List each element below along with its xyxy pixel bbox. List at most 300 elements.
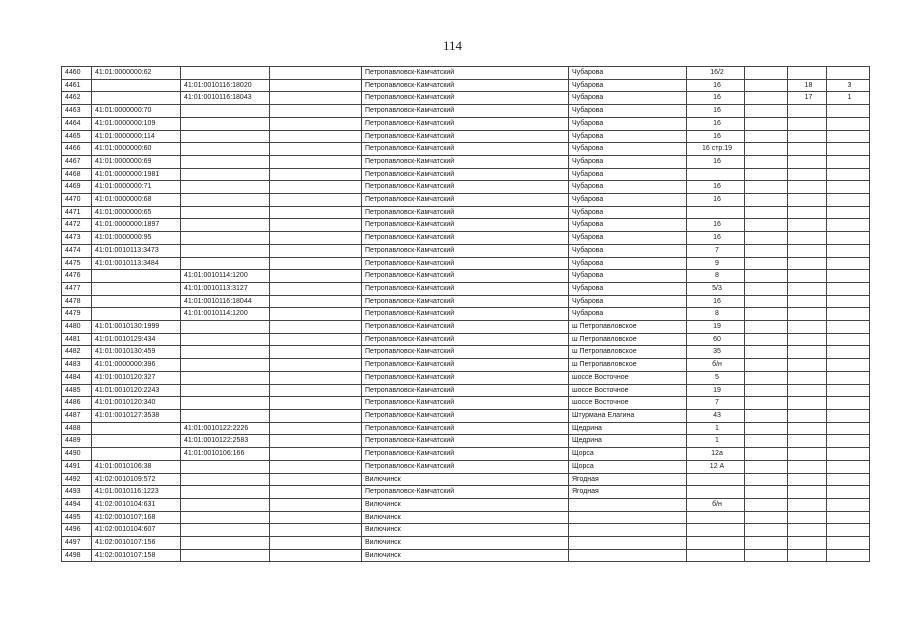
house-number-cell: б/н bbox=[687, 498, 745, 511]
cadastral-number-alt-cell: 41:01:0010114:1200 bbox=[181, 308, 270, 321]
table-row bbox=[62, 181, 870, 194]
value-cell bbox=[788, 219, 827, 232]
house-number-cell: б/н bbox=[687, 359, 745, 372]
empty-cell bbox=[745, 422, 788, 435]
house-number-cell: 16 bbox=[687, 79, 745, 92]
street-cell: Чубарова bbox=[569, 105, 687, 118]
house-number-cell bbox=[687, 486, 745, 499]
street-cell: Чубарова bbox=[569, 194, 687, 207]
street-cell: ш Петропавловское bbox=[569, 321, 687, 334]
row-number: 4475 bbox=[62, 257, 92, 270]
table-row bbox=[62, 143, 870, 156]
value-cell bbox=[827, 181, 870, 194]
street-cell: Чубарова bbox=[569, 155, 687, 168]
city-cell: Петропавловск-Камчатский bbox=[362, 486, 569, 499]
house-number-cell: 16 bbox=[687, 232, 745, 245]
cadastral-number-cell: 41:01:0010113:3473 bbox=[92, 244, 181, 257]
value-cell bbox=[788, 308, 827, 321]
empty-cell bbox=[270, 117, 362, 130]
row-number: 4476 bbox=[62, 270, 92, 283]
row-number: 4468 bbox=[62, 168, 92, 181]
table-row bbox=[62, 92, 870, 105]
row-number: 4479 bbox=[62, 308, 92, 321]
cadastral-number-cell: 41:01:0000000:60 bbox=[92, 143, 181, 156]
street-cell: Чубарова bbox=[569, 244, 687, 257]
row-number: 4489 bbox=[62, 435, 92, 448]
city-cell: Петропавловск-Камчатский bbox=[362, 359, 569, 372]
city-cell: Петропавловск-Камчатский bbox=[362, 194, 569, 207]
house-number-cell: 16 bbox=[687, 295, 745, 308]
cadastral-number-cell bbox=[92, 270, 181, 283]
street-cell: Чубарова bbox=[569, 67, 687, 80]
street-cell: ш Петропавловское bbox=[569, 333, 687, 346]
value-cell bbox=[788, 295, 827, 308]
value-cell bbox=[827, 498, 870, 511]
value-cell bbox=[788, 549, 827, 562]
street-cell: Чубарова bbox=[569, 232, 687, 245]
empty-cell bbox=[745, 486, 788, 499]
house-number-cell: 16 bbox=[687, 105, 745, 118]
house-number-cell: 12 А bbox=[687, 460, 745, 473]
value-cell bbox=[827, 168, 870, 181]
house-number-cell bbox=[687, 473, 745, 486]
house-number-cell: 8 bbox=[687, 308, 745, 321]
street-cell: Щорса bbox=[569, 448, 687, 461]
empty-cell bbox=[745, 409, 788, 422]
cadastral-number-cell: 41:01:0000000:109 bbox=[92, 117, 181, 130]
empty-cell bbox=[270, 270, 362, 283]
empty-cell bbox=[745, 79, 788, 92]
value-cell bbox=[788, 409, 827, 422]
house-number-cell: 60 bbox=[687, 333, 745, 346]
empty-cell bbox=[270, 232, 362, 245]
cadastral-number-alt-cell bbox=[181, 67, 270, 80]
cadastral-number-cell: 41:01:0010116:1223 bbox=[92, 486, 181, 499]
value-cell bbox=[788, 244, 827, 257]
row-number: 4492 bbox=[62, 473, 92, 486]
cadastral-number-alt-cell bbox=[181, 511, 270, 524]
row-number: 4498 bbox=[62, 549, 92, 562]
value-cell bbox=[827, 359, 870, 372]
cadastral-number-cell bbox=[92, 79, 181, 92]
street-cell: шоссе Восточное bbox=[569, 397, 687, 410]
row-number: 4466 bbox=[62, 143, 92, 156]
city-cell: Петропавловск-Камчатский bbox=[362, 181, 569, 194]
row-number: 4471 bbox=[62, 206, 92, 219]
cadastral-number-alt-cell bbox=[181, 105, 270, 118]
value-cell bbox=[827, 321, 870, 334]
empty-cell bbox=[745, 155, 788, 168]
cadastral-number-alt-cell bbox=[181, 498, 270, 511]
value-cell bbox=[788, 168, 827, 181]
row-number: 4493 bbox=[62, 486, 92, 499]
house-number-cell: 16 стр.19 bbox=[687, 143, 745, 156]
house-number-cell: 8 bbox=[687, 270, 745, 283]
value-cell bbox=[788, 321, 827, 334]
cadastral-number-alt-cell bbox=[181, 155, 270, 168]
table-row bbox=[62, 473, 870, 486]
empty-cell bbox=[270, 409, 362, 422]
empty-cell bbox=[270, 92, 362, 105]
value-cell bbox=[827, 409, 870, 422]
empty-cell bbox=[270, 486, 362, 499]
value-cell bbox=[788, 130, 827, 143]
house-number-cell: 16 bbox=[687, 155, 745, 168]
empty-cell bbox=[745, 333, 788, 346]
empty-cell bbox=[270, 371, 362, 384]
value-cell bbox=[827, 295, 870, 308]
value-cell bbox=[788, 397, 827, 410]
cadastral-number-alt-cell bbox=[181, 473, 270, 486]
row-number: 4465 bbox=[62, 130, 92, 143]
city-cell: Петропавловск-Камчатский bbox=[362, 244, 569, 257]
city-cell: Петропавловск-Камчатский bbox=[362, 117, 569, 130]
city-cell: Петропавловск-Камчатский bbox=[362, 219, 569, 232]
cadastral-number-cell: 41:01:0010106:38 bbox=[92, 460, 181, 473]
value-cell bbox=[827, 397, 870, 410]
value-cell bbox=[827, 524, 870, 537]
city-cell: Вилючинск bbox=[362, 549, 569, 562]
value-cell bbox=[788, 257, 827, 270]
cadastral-number-alt-cell bbox=[181, 537, 270, 550]
empty-cell bbox=[270, 168, 362, 181]
empty-cell bbox=[270, 321, 362, 334]
cadastral-number-alt-cell: 41:01:0010116:18020 bbox=[181, 79, 270, 92]
empty-cell bbox=[270, 79, 362, 92]
empty-cell bbox=[745, 181, 788, 194]
empty-cell bbox=[270, 422, 362, 435]
empty-cell bbox=[745, 549, 788, 562]
value-cell bbox=[827, 219, 870, 232]
cadastral-number-cell: 41:01:0010120:2243 bbox=[92, 384, 181, 397]
value-cell bbox=[788, 181, 827, 194]
empty-cell bbox=[270, 282, 362, 295]
city-cell: Петропавловск-Камчатский bbox=[362, 155, 569, 168]
house-number-cell: 16 bbox=[687, 194, 745, 207]
cadastral-number-alt-cell bbox=[181, 130, 270, 143]
value-cell bbox=[788, 460, 827, 473]
value-cell: 18 bbox=[788, 79, 827, 92]
table-row bbox=[62, 448, 870, 461]
street-cell: Чубарова bbox=[569, 130, 687, 143]
cadastral-number-cell: 41:02:0010107:156 bbox=[92, 537, 181, 550]
empty-cell bbox=[270, 448, 362, 461]
table-row bbox=[62, 333, 870, 346]
cadastral-number-alt-cell bbox=[181, 384, 270, 397]
table-row bbox=[62, 537, 870, 550]
row-number: 4462 bbox=[62, 92, 92, 105]
empty-cell bbox=[270, 206, 362, 219]
empty-cell bbox=[745, 295, 788, 308]
empty-cell bbox=[745, 397, 788, 410]
empty-cell bbox=[270, 130, 362, 143]
house-number-cell: 16 bbox=[687, 117, 745, 130]
city-cell: Петропавловск-Камчатский bbox=[362, 460, 569, 473]
street-cell: Чубарова bbox=[569, 308, 687, 321]
empty-cell bbox=[270, 308, 362, 321]
city-cell: Петропавловск-Камчатский bbox=[362, 409, 569, 422]
table-row bbox=[62, 308, 870, 321]
table-row bbox=[62, 219, 870, 232]
street-cell: Щедрина bbox=[569, 422, 687, 435]
value-cell bbox=[788, 117, 827, 130]
value-cell bbox=[788, 232, 827, 245]
house-number-cell: 7 bbox=[687, 244, 745, 257]
empty-cell bbox=[745, 219, 788, 232]
city-cell: Петропавловск-Камчатский bbox=[362, 295, 569, 308]
house-number-cell bbox=[687, 524, 745, 537]
cadastral-number-alt-cell bbox=[181, 168, 270, 181]
empty-cell bbox=[270, 67, 362, 80]
value-cell: 17 bbox=[788, 92, 827, 105]
empty-cell bbox=[270, 537, 362, 550]
empty-cell bbox=[745, 473, 788, 486]
cadastral-number-alt-cell bbox=[181, 346, 270, 359]
cadastral-number-cell: 41:01:0000000:1897 bbox=[92, 219, 181, 232]
table-row bbox=[62, 409, 870, 422]
empty-cell bbox=[745, 206, 788, 219]
city-cell: Петропавловск-Камчатский bbox=[362, 448, 569, 461]
empty-cell bbox=[745, 359, 788, 372]
empty-cell bbox=[270, 155, 362, 168]
street-cell: Ягодная bbox=[569, 486, 687, 499]
value-cell bbox=[827, 67, 870, 80]
value-cell bbox=[788, 333, 827, 346]
empty-cell bbox=[270, 295, 362, 308]
house-number-cell: 35 bbox=[687, 346, 745, 359]
table-row bbox=[62, 384, 870, 397]
cadastral-number-cell bbox=[92, 435, 181, 448]
cadastral-number-alt-cell: 41:01:0010106:166 bbox=[181, 448, 270, 461]
cadastral-number-cell: 41:01:0000000:70 bbox=[92, 105, 181, 118]
empty-cell bbox=[270, 498, 362, 511]
house-number-cell bbox=[687, 537, 745, 550]
cadastral-number-alt-cell bbox=[181, 143, 270, 156]
street-cell: ш Петропавловское bbox=[569, 346, 687, 359]
empty-cell bbox=[270, 244, 362, 257]
cadastral-number-cell: 41:01:0000000:114 bbox=[92, 130, 181, 143]
city-cell: Петропавловск-Камчатский bbox=[362, 371, 569, 384]
city-cell: Петропавловск-Камчатский bbox=[362, 206, 569, 219]
table-row bbox=[62, 460, 870, 473]
value-cell bbox=[788, 448, 827, 461]
table-row bbox=[62, 130, 870, 143]
empty-cell bbox=[745, 130, 788, 143]
row-number: 4474 bbox=[62, 244, 92, 257]
cadastral-number-alt-cell: 41:01:0010114:1200 bbox=[181, 270, 270, 283]
value-cell bbox=[827, 282, 870, 295]
value-cell bbox=[827, 473, 870, 486]
cadastral-number-alt-cell bbox=[181, 232, 270, 245]
cadastral-number-cell: 41:01:0010120:327 bbox=[92, 371, 181, 384]
value-cell bbox=[788, 537, 827, 550]
cadastral-number-alt-cell bbox=[181, 219, 270, 232]
cadastral-number-alt-cell bbox=[181, 397, 270, 410]
row-number: 4496 bbox=[62, 524, 92, 537]
empty-cell bbox=[745, 194, 788, 207]
empty-cell bbox=[745, 498, 788, 511]
table-row bbox=[62, 232, 870, 245]
city-cell: Петропавловск-Камчатский bbox=[362, 168, 569, 181]
cadastral-number-cell: 41:02:0010107:158 bbox=[92, 549, 181, 562]
row-number: 4494 bbox=[62, 498, 92, 511]
city-cell: Петропавловск-Камчатский bbox=[362, 321, 569, 334]
street-cell: Щедрина bbox=[569, 435, 687, 448]
value-cell bbox=[788, 270, 827, 283]
table-row bbox=[62, 435, 870, 448]
cadastral-number-alt-cell bbox=[181, 117, 270, 130]
street-cell bbox=[569, 524, 687, 537]
value-cell bbox=[827, 486, 870, 499]
value-cell bbox=[827, 270, 870, 283]
cadastral-number-alt-cell: 41:01:0010113:3127 bbox=[181, 282, 270, 295]
cadastral-number-alt-cell bbox=[181, 486, 270, 499]
cadastral-number-cell bbox=[92, 295, 181, 308]
value-cell bbox=[827, 257, 870, 270]
cadastral-number-alt-cell bbox=[181, 321, 270, 334]
cadastral-number-cell: 41:01:0000000:69 bbox=[92, 155, 181, 168]
table-row bbox=[62, 511, 870, 524]
house-number-cell bbox=[687, 549, 745, 562]
table-row bbox=[62, 270, 870, 283]
cadastral-number-alt-cell: 41:01:0010122:2226 bbox=[181, 422, 270, 435]
value-cell bbox=[827, 117, 870, 130]
row-number: 4472 bbox=[62, 219, 92, 232]
cadastral-number-cell: 41:01:0000000:396 bbox=[92, 359, 181, 372]
street-cell: Чубарова bbox=[569, 206, 687, 219]
empty-cell bbox=[745, 143, 788, 156]
house-number-cell: 5/3 bbox=[687, 282, 745, 295]
cadastral-number-cell bbox=[92, 92, 181, 105]
cadastral-number-alt-cell bbox=[181, 460, 270, 473]
value-cell bbox=[827, 105, 870, 118]
city-cell: Вилючинск bbox=[362, 537, 569, 550]
house-number-cell bbox=[687, 511, 745, 524]
empty-cell bbox=[745, 537, 788, 550]
street-cell: Штурмана Елагина bbox=[569, 409, 687, 422]
value-cell bbox=[788, 498, 827, 511]
value-cell bbox=[788, 422, 827, 435]
empty-cell bbox=[270, 524, 362, 537]
street-cell: Чубарова bbox=[569, 282, 687, 295]
table-row bbox=[62, 194, 870, 207]
value-cell bbox=[788, 194, 827, 207]
city-cell: Петропавловск-Камчатский bbox=[362, 270, 569, 283]
value-cell bbox=[788, 384, 827, 397]
cadastral-number-cell: 41:01:0000000:68 bbox=[92, 194, 181, 207]
street-cell bbox=[569, 498, 687, 511]
cadastral-number-alt-cell bbox=[181, 206, 270, 219]
empty-cell bbox=[745, 257, 788, 270]
value-cell bbox=[788, 524, 827, 537]
cadastral-number-cell: 41:01:0000000:65 bbox=[92, 206, 181, 219]
row-number: 4491 bbox=[62, 460, 92, 473]
value-cell bbox=[827, 511, 870, 524]
value-cell bbox=[788, 143, 827, 156]
empty-cell bbox=[745, 92, 788, 105]
row-number: 4495 bbox=[62, 511, 92, 524]
city-cell: Петропавловск-Камчатский bbox=[362, 397, 569, 410]
table-row bbox=[62, 498, 870, 511]
row-number: 4486 bbox=[62, 397, 92, 410]
house-number-cell: 16 bbox=[687, 181, 745, 194]
house-number-cell: 12а bbox=[687, 448, 745, 461]
value-cell bbox=[827, 435, 870, 448]
city-cell: Вилючинск bbox=[362, 524, 569, 537]
street-cell: шоссе Восточное bbox=[569, 371, 687, 384]
row-number: 4467 bbox=[62, 155, 92, 168]
city-cell: Петропавловск-Камчатский bbox=[362, 282, 569, 295]
table-row bbox=[62, 155, 870, 168]
cadastral-number-cell: 41:01:0000000:95 bbox=[92, 232, 181, 245]
table-row bbox=[62, 371, 870, 384]
cadastral-number-cell: 41:01:0000000:71 bbox=[92, 181, 181, 194]
row-number: 4480 bbox=[62, 321, 92, 334]
table-row bbox=[62, 359, 870, 372]
cadastral-number-alt-cell bbox=[181, 244, 270, 257]
house-number-cell: 1 bbox=[687, 435, 745, 448]
house-number-cell bbox=[687, 168, 745, 181]
value-cell bbox=[827, 422, 870, 435]
empty-cell bbox=[745, 308, 788, 321]
empty-cell bbox=[745, 371, 788, 384]
empty-cell bbox=[270, 181, 362, 194]
table-row bbox=[62, 397, 870, 410]
empty-cell bbox=[745, 117, 788, 130]
value-cell bbox=[827, 537, 870, 550]
row-number: 4461 bbox=[62, 79, 92, 92]
city-cell: Петропавловск-Камчатский bbox=[362, 435, 569, 448]
empty-cell bbox=[270, 511, 362, 524]
cadastral-number-alt-cell bbox=[181, 181, 270, 194]
empty-cell bbox=[270, 460, 362, 473]
house-number-cell bbox=[687, 206, 745, 219]
empty-cell bbox=[745, 105, 788, 118]
value-cell bbox=[827, 346, 870, 359]
value-cell bbox=[827, 232, 870, 245]
house-number-cell: 7 bbox=[687, 397, 745, 410]
table-row bbox=[62, 257, 870, 270]
cadastral-number-cell: 41:01:0010129:434 bbox=[92, 333, 181, 346]
table-row bbox=[62, 346, 870, 359]
table-row bbox=[62, 117, 870, 130]
table-row bbox=[62, 321, 870, 334]
empty-cell bbox=[270, 194, 362, 207]
value-cell bbox=[827, 194, 870, 207]
value-cell bbox=[788, 486, 827, 499]
cadastral-number-cell: 41:01:0010127:3538 bbox=[92, 409, 181, 422]
table-row bbox=[62, 549, 870, 562]
city-cell: Петропавловск-Камчатский bbox=[362, 333, 569, 346]
cadastral-number-cell: 41:02:0010107:168 bbox=[92, 511, 181, 524]
empty-cell bbox=[270, 346, 362, 359]
city-cell: Петропавловск-Камчатский bbox=[362, 143, 569, 156]
value-cell: 3 bbox=[827, 79, 870, 92]
row-number: 4487 bbox=[62, 409, 92, 422]
page-number: 114 bbox=[442, 38, 463, 53]
value-cell bbox=[827, 206, 870, 219]
empty-cell bbox=[745, 435, 788, 448]
cadastral-number-alt-cell bbox=[181, 409, 270, 422]
empty-cell bbox=[745, 282, 788, 295]
value-cell bbox=[827, 244, 870, 257]
empty-cell bbox=[745, 524, 788, 537]
value-cell bbox=[788, 473, 827, 486]
street-cell: Чубарова bbox=[569, 79, 687, 92]
street-cell: Чубарова bbox=[569, 117, 687, 130]
street-cell bbox=[569, 549, 687, 562]
city-cell: Петропавловск-Камчатский bbox=[362, 422, 569, 435]
